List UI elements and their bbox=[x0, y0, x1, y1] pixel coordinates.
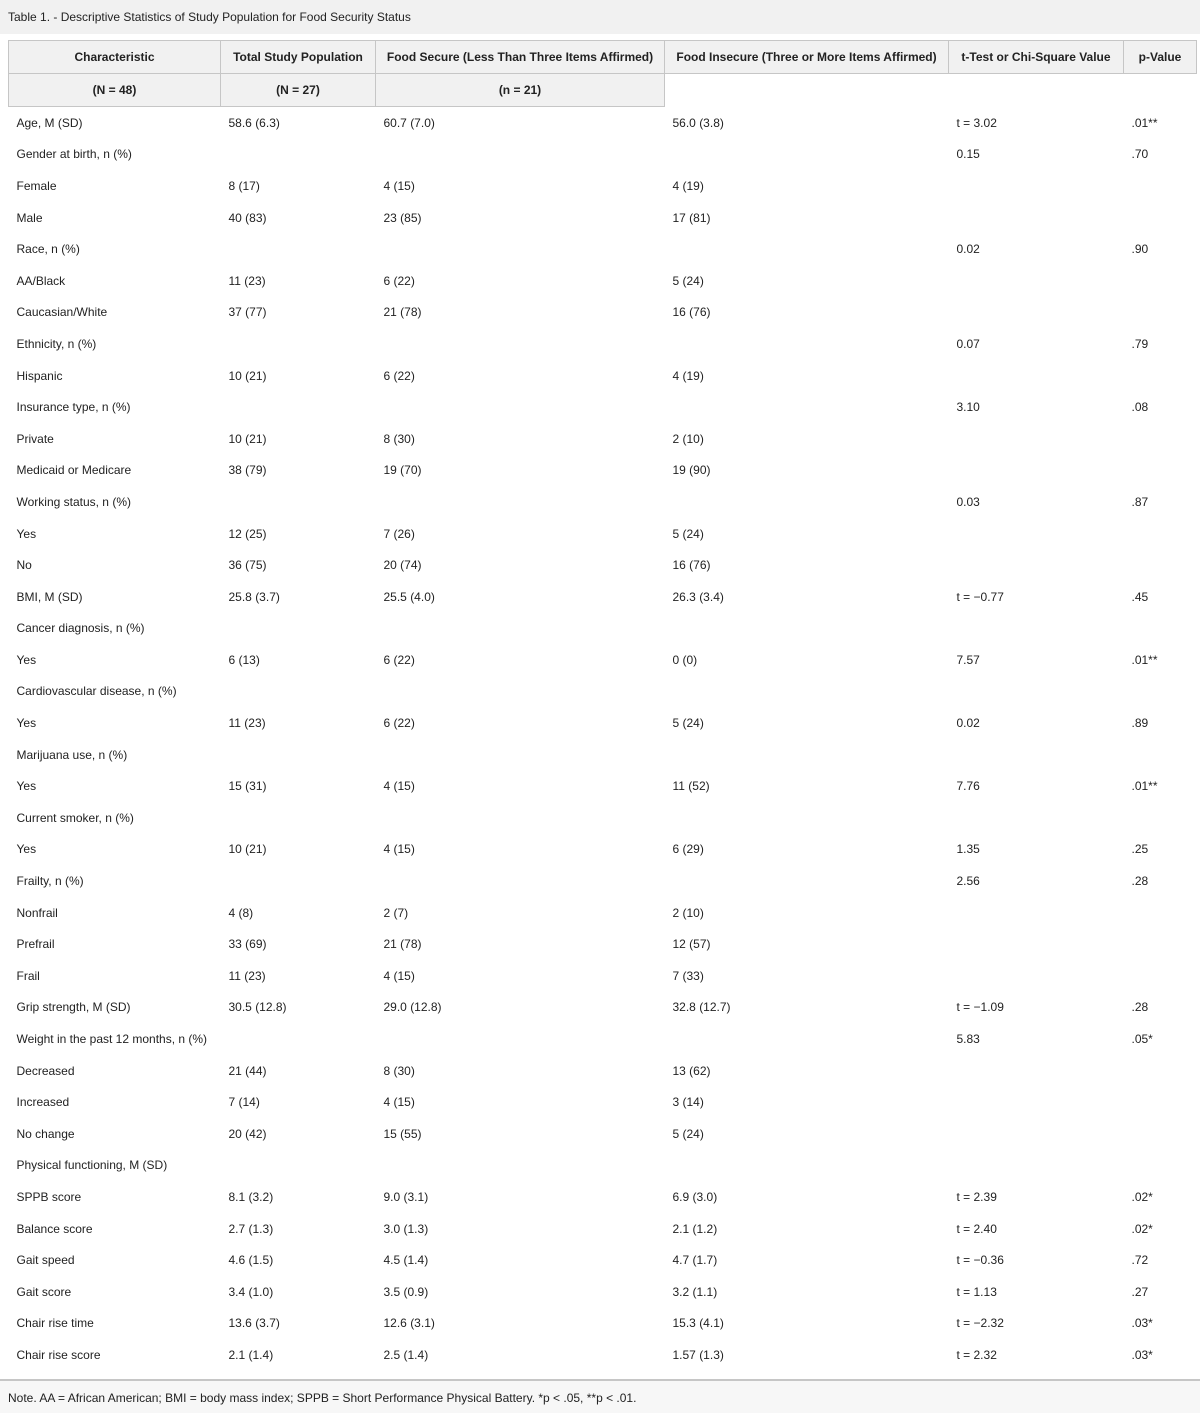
header-test-value: t-Test or Chi-Square Value bbox=[949, 41, 1124, 74]
cell-food-insecure: 6 (29) bbox=[672, 842, 704, 857]
table-row bbox=[9, 1244, 1197, 1276]
cell-food-secure: 8 (30) bbox=[383, 431, 415, 446]
header-row-2 bbox=[9, 74, 1197, 107]
cell-characteristic: Hispanic bbox=[16, 368, 63, 383]
cell-test-value: 2.56 bbox=[956, 874, 980, 889]
cell-p-value bbox=[1124, 455, 1197, 487]
cell-total: 13.6 (3.7) bbox=[228, 1316, 280, 1331]
table-caption: Table 1. - Descriptive Statistics of Study Population for Food Security Status bbox=[0, 0, 1200, 34]
cell-p-value: .02* bbox=[1131, 1189, 1153, 1204]
cell-test-value: 7.57 bbox=[956, 652, 980, 667]
cell-p-value: .03* bbox=[1131, 1316, 1153, 1331]
table-row bbox=[9, 770, 1197, 802]
table-row bbox=[9, 328, 1197, 360]
cell-p-value: .27 bbox=[1131, 1284, 1149, 1299]
cell-characteristic: Gait score bbox=[16, 1284, 72, 1299]
cell-food-secure: 6 (22) bbox=[383, 368, 415, 383]
cell-total bbox=[221, 1023, 376, 1055]
cell-food-insecure: 15.3 (4.1) bbox=[672, 1316, 724, 1331]
cell-food-secure: 6 (22) bbox=[383, 273, 415, 288]
cell-food-secure bbox=[376, 139, 665, 171]
table-row bbox=[9, 1276, 1197, 1308]
table-row bbox=[9, 297, 1197, 329]
header-n-total: (N = 48) bbox=[9, 74, 221, 107]
header-food-insecure: Food Insecure (Three or More Items Affirmed) bbox=[665, 41, 949, 74]
cell-total bbox=[221, 486, 376, 518]
cell-food-insecure: 2.1 (1.2) bbox=[672, 1221, 718, 1236]
cell-total: 10 (21) bbox=[228, 842, 267, 857]
cell-test-value bbox=[949, 202, 1124, 234]
cell-total: 11 (23) bbox=[228, 273, 266, 288]
cell-p-value bbox=[1124, 928, 1197, 960]
cell-food-insecure: 19 (90) bbox=[672, 463, 711, 478]
cell-characteristic: Yes bbox=[16, 526, 37, 541]
cell-characteristic: Frailty, n (%) bbox=[16, 874, 84, 889]
cell-food-secure: 19 (70) bbox=[383, 463, 422, 478]
cell-food-insecure bbox=[665, 676, 949, 708]
cell-test-value: 5.83 bbox=[956, 1032, 980, 1047]
cell-food-secure: 12.6 (3.1) bbox=[383, 1316, 435, 1331]
cell-characteristic: Private bbox=[16, 431, 54, 446]
cell-test-value: 0.02 bbox=[956, 242, 980, 257]
cell-p-value: .72 bbox=[1131, 1253, 1149, 1268]
cell-test-value bbox=[949, 1055, 1124, 1087]
cell-total: 21 (44) bbox=[228, 1063, 267, 1078]
cell-food-secure: 60.7 (7.0) bbox=[383, 115, 435, 130]
header-blank bbox=[665, 74, 1197, 107]
cell-total: 8.1 (3.2) bbox=[228, 1189, 274, 1204]
cell-food-insecure: 5 (24) bbox=[672, 526, 704, 541]
table-row bbox=[9, 549, 1197, 581]
cell-food-secure bbox=[376, 802, 665, 834]
cell-p-value: .70 bbox=[1131, 147, 1149, 162]
cell-total: 11 (23) bbox=[228, 716, 266, 731]
cell-food-insecure: 2 (10) bbox=[672, 905, 704, 920]
cell-test-value: t = 3.02 bbox=[956, 115, 997, 130]
cell-test-value bbox=[949, 676, 1124, 708]
cell-p-value bbox=[1124, 960, 1197, 992]
table-row bbox=[9, 139, 1197, 171]
cell-characteristic: Chair rise score bbox=[16, 1347, 101, 1362]
table-row bbox=[9, 644, 1197, 676]
cell-food-insecure: 13 (62) bbox=[672, 1063, 711, 1078]
cell-total: 11 (23) bbox=[228, 968, 266, 983]
table-row bbox=[9, 518, 1197, 550]
cell-food-secure: 3.0 (1.3) bbox=[383, 1221, 429, 1236]
cell-p-value: .87 bbox=[1131, 494, 1149, 509]
table-row bbox=[9, 486, 1197, 518]
cell-test-value bbox=[949, 1118, 1124, 1150]
cell-p-value bbox=[1124, 360, 1197, 392]
cell-test-value: t = 2.40 bbox=[956, 1221, 997, 1236]
cell-food-insecure: 16 (76) bbox=[672, 558, 711, 573]
header-p-value: p-Value bbox=[1124, 41, 1197, 74]
cell-characteristic: Gait speed bbox=[16, 1253, 75, 1268]
cell-p-value: .01** bbox=[1131, 652, 1158, 667]
cell-food-secure: 4.5 (1.4) bbox=[383, 1253, 429, 1268]
cell-food-insecure: 1.57 (1.3) bbox=[672, 1347, 724, 1362]
cell-test-value bbox=[949, 518, 1124, 550]
header-n-insecure: (n = 21) bbox=[376, 74, 665, 107]
table-row bbox=[9, 1150, 1197, 1182]
cell-food-secure bbox=[376, 613, 665, 645]
cell-total: 25.8 (3.7) bbox=[228, 589, 280, 604]
cell-total bbox=[221, 139, 376, 171]
table-row bbox=[9, 233, 1197, 265]
cell-p-value bbox=[1124, 802, 1197, 834]
cell-food-secure: 9.0 (3.1) bbox=[383, 1189, 429, 1204]
cell-test-value: t = 1.13 bbox=[956, 1284, 997, 1299]
cell-characteristic: No change bbox=[16, 1126, 75, 1141]
table-row bbox=[9, 739, 1197, 771]
cell-p-value bbox=[1124, 265, 1197, 297]
cell-food-insecure: 4 (19) bbox=[672, 368, 704, 383]
cell-characteristic: Nonfrail bbox=[16, 905, 58, 920]
cell-food-secure: 21 (78) bbox=[383, 937, 422, 952]
header-total-population: Total Study Population bbox=[221, 41, 376, 74]
cell-test-value bbox=[949, 928, 1124, 960]
cell-p-value bbox=[1124, 897, 1197, 929]
header-row-1 bbox=[9, 41, 1197, 74]
cell-characteristic: Grip strength, M (SD) bbox=[16, 1000, 131, 1015]
cell-total: 36 (75) bbox=[228, 558, 267, 573]
cell-total: 4 (8) bbox=[228, 905, 254, 920]
cell-food-insecure: 56.0 (3.8) bbox=[672, 115, 724, 130]
cell-food-secure bbox=[376, 391, 665, 423]
table-row bbox=[9, 265, 1197, 297]
cell-characteristic: Ethnicity, n (%) bbox=[16, 336, 97, 351]
cell-test-value: t = −1.09 bbox=[956, 1000, 1004, 1015]
cell-food-secure: 29.0 (12.8) bbox=[383, 1000, 442, 1015]
cell-food-secure: 4 (15) bbox=[383, 779, 415, 794]
cell-total bbox=[221, 802, 376, 834]
cell-total: 2.1 (1.4) bbox=[228, 1347, 274, 1362]
table-row bbox=[9, 676, 1197, 708]
cell-food-secure bbox=[376, 739, 665, 771]
cell-characteristic: Age, M (SD) bbox=[16, 115, 83, 130]
cell-total: 58.6 (6.3) bbox=[228, 115, 280, 130]
header-characteristic: Characteristic bbox=[9, 41, 221, 74]
cell-test-value bbox=[949, 1086, 1124, 1118]
cell-total bbox=[221, 233, 376, 265]
cell-food-insecure: 12 (57) bbox=[672, 937, 711, 952]
cell-total bbox=[221, 328, 376, 360]
cell-total: 30.5 (12.8) bbox=[228, 1000, 287, 1015]
cell-food-insecure bbox=[665, 802, 949, 834]
cell-food-secure: 8 (30) bbox=[383, 1063, 415, 1078]
cell-food-insecure bbox=[665, 739, 949, 771]
cell-test-value bbox=[949, 455, 1124, 487]
cell-total: 38 (79) bbox=[228, 463, 267, 478]
table-row bbox=[9, 865, 1197, 897]
cell-food-insecure: 3 (14) bbox=[672, 1095, 704, 1110]
cell-p-value: .28 bbox=[1131, 874, 1149, 889]
cell-total: 3.4 (1.0) bbox=[228, 1284, 274, 1299]
cell-test-value: t = 2.39 bbox=[956, 1189, 997, 1204]
cell-food-secure bbox=[376, 486, 665, 518]
cell-total: 6 (13) bbox=[228, 652, 260, 667]
table-row bbox=[9, 992, 1197, 1024]
cell-food-secure: 21 (78) bbox=[383, 305, 422, 320]
cell-food-secure: 23 (85) bbox=[383, 210, 422, 225]
cell-food-secure bbox=[376, 1023, 665, 1055]
cell-characteristic: Physical functioning, M (SD) bbox=[16, 1158, 168, 1173]
cell-p-value bbox=[1124, 1150, 1197, 1182]
table-row bbox=[9, 170, 1197, 202]
cell-p-value: .90 bbox=[1131, 242, 1149, 257]
cell-characteristic: Prefrail bbox=[16, 937, 55, 952]
cell-test-value: 0.15 bbox=[956, 147, 980, 162]
table-row bbox=[9, 1308, 1197, 1340]
cell-test-value bbox=[949, 297, 1124, 329]
table-row bbox=[9, 423, 1197, 455]
cell-food-secure: 4 (15) bbox=[383, 1095, 415, 1110]
cell-food-secure bbox=[376, 328, 665, 360]
cell-food-insecure: 7 (33) bbox=[672, 968, 704, 983]
cell-food-insecure bbox=[665, 865, 949, 897]
cell-characteristic: Chair rise time bbox=[16, 1316, 94, 1331]
cell-p-value bbox=[1124, 518, 1197, 550]
cell-food-secure: 6 (22) bbox=[383, 716, 415, 731]
cell-characteristic: AA/Black bbox=[16, 273, 66, 288]
table-row bbox=[9, 107, 1197, 139]
cell-food-insecure: 0 (0) bbox=[672, 652, 698, 667]
cell-test-value: t = −2.32 bbox=[956, 1316, 1004, 1331]
cell-p-value: .03* bbox=[1131, 1347, 1153, 1362]
cell-characteristic: SPPB score bbox=[16, 1189, 82, 1204]
table-row bbox=[9, 360, 1197, 392]
cell-total: 20 (42) bbox=[228, 1126, 267, 1141]
table-row bbox=[9, 581, 1197, 613]
cell-food-secure: 20 (74) bbox=[383, 558, 422, 573]
cell-food-insecure: 17 (81) bbox=[672, 210, 711, 225]
table-row bbox=[9, 391, 1197, 423]
cell-characteristic: Yes bbox=[16, 652, 37, 667]
table-row bbox=[9, 1023, 1197, 1055]
cell-p-value: .08 bbox=[1131, 400, 1149, 415]
cell-food-insecure: 16 (76) bbox=[672, 305, 711, 320]
cell-food-insecure: 4.7 (1.7) bbox=[672, 1253, 718, 1268]
cell-p-value bbox=[1124, 549, 1197, 581]
table-row bbox=[9, 707, 1197, 739]
cell-total bbox=[221, 613, 376, 645]
cell-characteristic: Race, n (%) bbox=[16, 242, 80, 257]
cell-p-value: .45 bbox=[1131, 589, 1149, 604]
cell-food-secure: 3.5 (0.9) bbox=[383, 1284, 429, 1299]
cell-food-insecure: 32.8 (12.7) bbox=[672, 1000, 731, 1015]
cell-p-value bbox=[1124, 297, 1197, 329]
cell-p-value bbox=[1124, 1118, 1197, 1150]
cell-food-insecure bbox=[665, 139, 949, 171]
cell-food-insecure: 26.3 (3.4) bbox=[672, 589, 724, 604]
cell-characteristic: Yes bbox=[16, 842, 37, 857]
cell-characteristic: Female bbox=[16, 178, 57, 193]
cell-test-value: 0.03 bbox=[956, 494, 980, 509]
cell-p-value: .28 bbox=[1131, 1000, 1149, 1015]
cell-test-value bbox=[949, 360, 1124, 392]
descriptive-statistics-table bbox=[8, 40, 1197, 1371]
cell-food-insecure bbox=[665, 391, 949, 423]
cell-test-value: t = −0.77 bbox=[956, 589, 1004, 604]
cell-characteristic: Frail bbox=[16, 968, 40, 983]
cell-characteristic: BMI, M (SD) bbox=[16, 589, 83, 604]
cell-total: 33 (69) bbox=[228, 937, 267, 952]
cell-p-value: .05* bbox=[1131, 1032, 1153, 1047]
cell-p-value bbox=[1124, 1086, 1197, 1118]
cell-characteristic: Working status, n (%) bbox=[16, 494, 131, 509]
table-row bbox=[9, 202, 1197, 234]
cell-p-value bbox=[1124, 202, 1197, 234]
cell-test-value: 1.35 bbox=[956, 842, 980, 857]
table-row bbox=[9, 1213, 1197, 1245]
cell-total: 15 (31) bbox=[228, 779, 267, 794]
cell-food-insecure: 5 (24) bbox=[672, 716, 704, 731]
cell-test-value: 7.76 bbox=[956, 779, 980, 794]
cell-food-insecure bbox=[665, 233, 949, 265]
table-row bbox=[9, 1055, 1197, 1087]
table-row bbox=[9, 928, 1197, 960]
cell-food-secure: 7 (26) bbox=[383, 526, 415, 541]
cell-p-value bbox=[1124, 739, 1197, 771]
cell-food-secure: 2.5 (1.4) bbox=[383, 1347, 429, 1362]
cell-test-value bbox=[949, 802, 1124, 834]
table-row bbox=[9, 1181, 1197, 1213]
cell-test-value bbox=[949, 613, 1124, 645]
table-row bbox=[9, 1086, 1197, 1118]
cell-food-secure bbox=[376, 233, 665, 265]
cell-test-value: 0.07 bbox=[956, 336, 980, 351]
cell-food-insecure bbox=[665, 1150, 949, 1182]
table-row bbox=[9, 897, 1197, 929]
cell-characteristic: Caucasian/White bbox=[16, 305, 108, 320]
cell-food-secure bbox=[376, 1150, 665, 1182]
header-food-secure: Food Secure (Less Than Three Items Affirmed) bbox=[376, 41, 665, 74]
cell-p-value bbox=[1124, 613, 1197, 645]
cell-test-value bbox=[949, 549, 1124, 581]
cell-total: 12 (25) bbox=[228, 526, 267, 541]
cell-food-insecure: 5 (24) bbox=[672, 1126, 704, 1141]
cell-food-insecure: 2 (10) bbox=[672, 431, 704, 446]
cell-total: 40 (83) bbox=[228, 210, 267, 225]
cell-total: 4.6 (1.5) bbox=[228, 1253, 274, 1268]
cell-characteristic: Gender at birth, n (%) bbox=[16, 147, 132, 162]
cell-total bbox=[221, 391, 376, 423]
table-row bbox=[9, 960, 1197, 992]
table-footnote: Note. AA = African American; BMI = body mass index; SPPB = Short Performance Physical Battery. *p < .05, **p < .01. bbox=[0, 1379, 1200, 1413]
header-n-secure: (N = 27) bbox=[221, 74, 376, 107]
cell-characteristic: Current smoker, n (%) bbox=[16, 810, 134, 825]
cell-food-secure: 4 (15) bbox=[383, 178, 415, 193]
cell-total bbox=[221, 676, 376, 708]
cell-food-insecure: 3.2 (1.1) bbox=[672, 1284, 718, 1299]
table-row bbox=[9, 802, 1197, 834]
cell-p-value bbox=[1124, 423, 1197, 455]
cell-test-value: t = 2.32 bbox=[956, 1347, 997, 1362]
cell-test-value: 0.02 bbox=[956, 716, 980, 731]
cell-food-secure: 6 (22) bbox=[383, 652, 415, 667]
cell-total: 2.7 (1.3) bbox=[228, 1221, 274, 1236]
cell-characteristic: Decreased bbox=[16, 1063, 75, 1078]
cell-test-value bbox=[949, 170, 1124, 202]
table-body bbox=[9, 107, 1197, 1371]
cell-food-insecure: 6.9 (3.0) bbox=[672, 1189, 718, 1204]
cell-p-value: .01** bbox=[1131, 779, 1158, 794]
table-row bbox=[9, 834, 1197, 866]
cell-food-secure: 2 (7) bbox=[383, 905, 409, 920]
cell-food-secure: 25.5 (4.0) bbox=[383, 589, 435, 604]
cell-p-value: .25 bbox=[1131, 842, 1149, 857]
table-row bbox=[9, 455, 1197, 487]
cell-test-value bbox=[949, 897, 1124, 929]
cell-p-value bbox=[1124, 676, 1197, 708]
cell-total bbox=[221, 865, 376, 897]
cell-total bbox=[221, 739, 376, 771]
cell-test-value: 3.10 bbox=[956, 400, 980, 415]
cell-characteristic: Yes bbox=[16, 779, 37, 794]
cell-p-value: .89 bbox=[1131, 716, 1149, 731]
cell-characteristic: No bbox=[16, 558, 32, 573]
cell-total: 10 (21) bbox=[228, 431, 267, 446]
cell-food-insecure bbox=[665, 328, 949, 360]
cell-food-secure: 15 (55) bbox=[383, 1126, 422, 1141]
cell-characteristic: Balance score bbox=[16, 1221, 93, 1236]
cell-characteristic: Medicaid or Medicare bbox=[16, 463, 132, 478]
cell-characteristic: Male bbox=[16, 210, 43, 225]
cell-characteristic: Marijuana use, n (%) bbox=[16, 747, 128, 762]
cell-characteristic: Weight in the past 12 months, n (%) bbox=[16, 1032, 208, 1047]
cell-total bbox=[221, 1150, 376, 1182]
cell-test-value bbox=[949, 960, 1124, 992]
cell-p-value: .02* bbox=[1131, 1221, 1153, 1236]
cell-characteristic: Cancer diagnosis, n (%) bbox=[16, 621, 145, 636]
cell-p-value: .79 bbox=[1131, 336, 1149, 351]
cell-p-value bbox=[1124, 1055, 1197, 1087]
cell-food-secure bbox=[376, 676, 665, 708]
cell-food-insecure bbox=[665, 486, 949, 518]
cell-total: 7 (14) bbox=[228, 1095, 260, 1110]
cell-test-value bbox=[949, 1150, 1124, 1182]
cell-food-secure: 4 (15) bbox=[383, 968, 415, 983]
cell-test-value bbox=[949, 423, 1124, 455]
cell-food-secure bbox=[376, 865, 665, 897]
cell-characteristic: Insurance type, n (%) bbox=[16, 400, 131, 415]
table-row bbox=[9, 1339, 1197, 1371]
cell-total: 8 (17) bbox=[228, 178, 260, 193]
cell-test-value bbox=[949, 265, 1124, 297]
cell-food-insecure bbox=[665, 1023, 949, 1055]
cell-food-insecure: 5 (24) bbox=[672, 273, 704, 288]
cell-food-insecure: 4 (19) bbox=[672, 178, 704, 193]
cell-p-value: .01** bbox=[1131, 115, 1158, 130]
cell-test-value bbox=[949, 739, 1124, 771]
cell-p-value bbox=[1124, 170, 1197, 202]
cell-characteristic: Increased bbox=[16, 1095, 70, 1110]
cell-total: 10 (21) bbox=[228, 368, 267, 383]
cell-total: 37 (77) bbox=[228, 305, 267, 320]
cell-test-value: t = −0.36 bbox=[956, 1253, 1004, 1268]
table-row bbox=[9, 1118, 1197, 1150]
cell-characteristic: Cardiovascular disease, n (%) bbox=[16, 684, 177, 699]
cell-food-insecure: 11 (52) bbox=[672, 779, 710, 794]
cell-food-insecure bbox=[665, 613, 949, 645]
cell-food-secure: 4 (15) bbox=[383, 842, 415, 857]
table-row bbox=[9, 613, 1197, 645]
cell-characteristic: Yes bbox=[16, 716, 37, 731]
